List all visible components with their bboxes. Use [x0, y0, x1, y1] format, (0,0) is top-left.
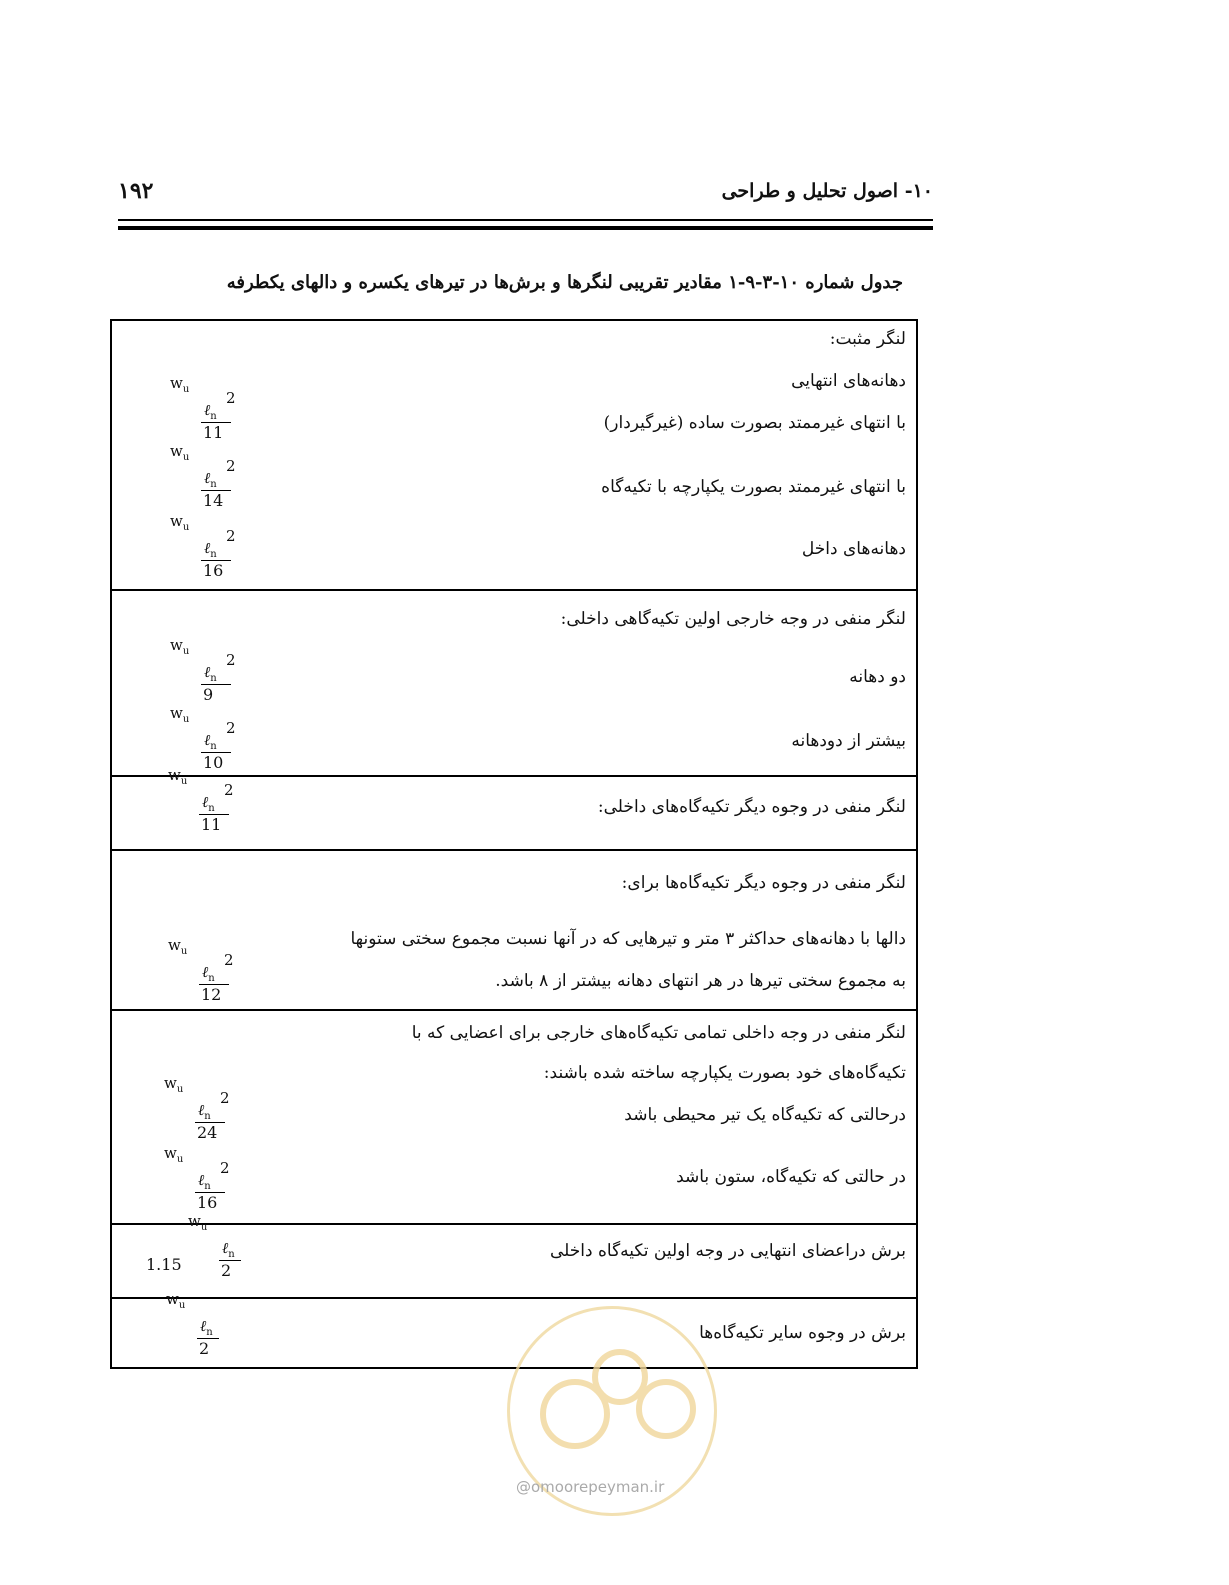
header-rule-thick	[118, 226, 933, 230]
table-title: جدول شماره ۱۰-۳-۹-۱ مقادیر تقریبی لنگرها و برش‌ها در تیرهای یکسره و دالهای یکطرفه	[226, 272, 903, 293]
watermark-site: @omoorepeyman.ir	[516, 1478, 665, 1496]
section-heading: برش در وجوه سایر تکیه‌گاه‌ها	[699, 1323, 906, 1343]
table-section-positive-moment: لنگر مثبت: دهانه‌های انتهایی با انتهای غیرممتد بصورت ساده (غیرگیردار) با انتهای غیرممتد بصورت یکپارچه با تکیه‌گاه دهانه‌های داخل $w_u$ ℓ$_n$ 2 11 $w_u$ ℓ$_n$ 2 14 $w_u$ ℓ$_n$ 2 16	[170, 329, 906, 580]
table-section-shear-other-supports: برش در وجوه سایر تکیه‌گاه‌ها $w_u$ ℓ$_n$ 2	[112, 1297, 916, 1369]
section-heading: لنگر مثبت:	[829, 329, 906, 349]
chapter-title: ۱۰- اصول تحلیل و طراحی	[721, 180, 933, 202]
row-label: با انتهای غیرممتد بصورت یکپارچه با تکیه‌گاه	[601, 477, 906, 497]
shear-coefficient: 1.15	[146, 1255, 182, 1274]
table-section-negative-moment-exterior: لنگر منفی در وجه داخلی تمامی تکیه‌گاه‌های خارجی برای اعضایی که با تکیه‌گاه‌های خود بصورت یکپارچه ساخته شده باشند: درحالتی که تکیه‌گاه یک تیر محیطی باشد در حالتی که تکیه‌گاه، ستون باشد $w_u$ ℓ$_n$ 2 24 $w_u$ ℓ$_n$ 2 16	[112, 1009, 916, 1225]
table-section-shear-end-members: برش دراعضای انتهایی در وجه اولین تکیه‌گاه داخلی 1.15 $w_u$ ℓ$_n$ 2	[112, 1223, 916, 1299]
moment-table	[110, 319, 918, 1369]
row-label: به مجموع سختی تیرها در هر انتهای دهانه بیشتر از ۸ باشد.	[495, 971, 906, 991]
page-header	[118, 178, 933, 208]
page-number: ۱۹۲	[118, 178, 154, 204]
section-heading: لنگر منفی در وجه خارجی اولین تکیه‌گاهی داخلی:	[560, 609, 906, 629]
row-label: درحالتی که تکیه‌گاه یک تیر محیطی باشد	[624, 1105, 906, 1125]
section-heading: برش دراعضای انتهایی در وجه اولین تکیه‌گاه داخلی	[549, 1241, 906, 1261]
row-label: دهانه‌های داخل	[801, 539, 906, 559]
table-section-negative-moment-slabs: لنگر منفی در وجوه دیگر تکیه‌گاه‌ها برای: دالها با دهانه‌های حداکثر ۳ متر و تیرهایی که در آنها نسبت مجموع سختی ستونها به مجموع سختی تیرها در هر انتهای دهانه بیشتر از ۸ باشد. $w_u$ ℓ$_n$ 2 12	[112, 849, 916, 1011]
section-heading: تکیه‌گاه‌های خود بصورت یکپارچه ساخته شده باشند:	[543, 1063, 906, 1083]
row-label: دو دهانه	[849, 667, 906, 687]
row-label: با انتهای غیرممتد بصورت ساده (غیرگیردار)	[603, 413, 906, 433]
section-heading: لنگر منفی در وجوه دیگر تکیه‌گاه‌های داخلی:	[597, 797, 906, 817]
section-subheading: دهانه‌های انتهایی	[791, 371, 906, 391]
table-section-negative-moment-first-support: لنگر منفی در وجه خارجی اولین تکیه‌گاهی داخلی: دو دهانه بیشتر از دودهانه $w_u$ ℓ$_n$ 2 9 $w_u$ ℓ$_n$ 2 10	[112, 589, 916, 777]
header-rule-thin	[118, 219, 933, 221]
gear-icon	[636, 1379, 696, 1439]
row-label: دالها با دهانه‌های حداکثر ۳ متر و تیرهایی که در آنها نسبت مجموع سختی ستونها	[350, 929, 906, 949]
row-label: بیشتر از دودهانه	[791, 731, 906, 751]
section-heading: لنگر منفی در وجوه دیگر تکیه‌گاه‌ها برای:	[621, 873, 906, 893]
row-label: در حالتی که تکیه‌گاه، ستون باشد	[676, 1167, 906, 1187]
table-section-negative-moment-other-interior: لنگر منفی در وجوه دیگر تکیه‌گاه‌های داخلی: $w_u$ ℓ$_n$ 2 11	[112, 775, 916, 851]
section-heading: لنگر منفی در وجه داخلی تمامی تکیه‌گاه‌های خارجی برای اعضایی که با	[411, 1023, 906, 1043]
